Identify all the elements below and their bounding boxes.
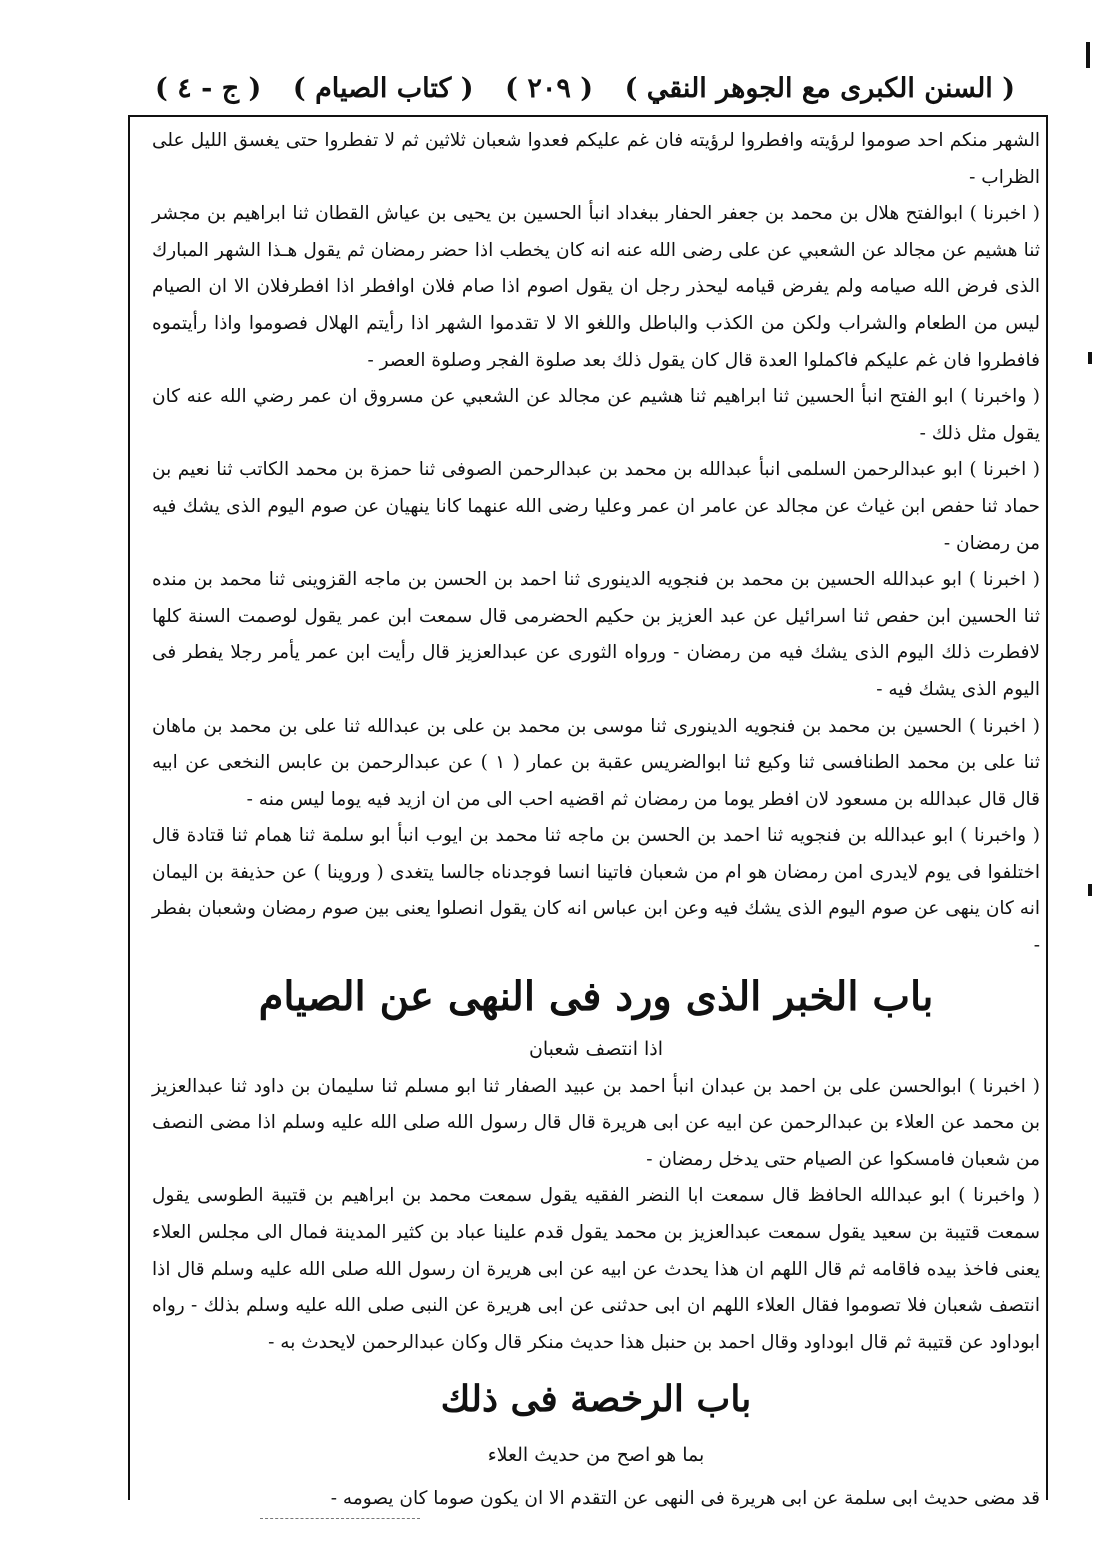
volume-number: ( ج - ٤ ) [155,72,262,104]
chapter-title: ( كتاب الصيام ) [292,72,474,104]
paragraph: ( اخبرنا ) ابو عبدالله الحسين بن محمد بن فنجويه الدينورى ثنا احمد بن الحسن بن ماجه القزوينى ثنا محمد بن منده ثنا الحسين ابن حفص ثنا اسرائيل عن عبد العزيز بن حكيم الحضرمى قال سمعت ابن عمر يقول لوصمت السنة كلها لافطرت ذلك اليوم الذى يشك فيه من رمضان - ورواه الثورى عن عبدالعزيز قال رأيت ابن عمر يأمر رجلا يفطر فى اليوم الذى يشك فيه - [152,569,1040,700]
footer-rule [260,1518,420,1519]
section-subheading: اذا انتصف شعبان [528,1037,664,1060]
frame-right-rule [1046,115,1048,1500]
paragraph: ( اخبرنا ) الحسين بن محمد بن فنجويه الدينورى ثنا موسى بن محمد بن على بن عبدالله ثنا على بن محمد بن ماهان ثنا على بن محمد الطنافسى ثنا وكيع ثنا ابوالضريس عقبة بن عمار ( ١ ) عن عبدالرحمن بن عابس النخعى عن ابيه قال قال عبدالله بن مسعود لان افطر يوما من رمضان ثم اقضيه احب الى من ان ازيد فيه يوما ليس منه - [152,715,1040,810]
paragraph: الشهر منكم احد صوموا لرؤيته وافطروا لرؤيته فان غم عليكم فعدوا شعبان ثلاثين ثم لا تفطروا حتى يغسق الليل على الظراب - [152,130,1040,188]
section-subheading: بما هو اصح من حديث العلاء [487,1444,705,1467]
frame-top-rule [128,115,1048,117]
margin-mark [1088,884,1092,896]
paragraph: ( اخبرنا ) ابوالفتح هلال بن محمد بن جعفر الحفار ببغداد انبأ الحسين بن يحيى بن عياش القطان ثنا ابراهيم بن مجشر ثنا هشيم عن مجالد عن الشعبي عن على رضى الله عنه انه كان يخطب اذا حضر رمضان ثم يقول هـذا الشهر المبارك الذى فرض الله صيامه ولم يفرض قيامه ليحذر رجل ان يقول اصوم اذا صام فلان اوافطر اذا افطرفلان الا ان الصيام ليس من الطعام والشراب ولكن من الكذب والباطل واللغو الا لا تقدموا الشهر اذا رأيتم الهلال فصوموا واذا رأيتموه فافطروا فان غم عليكم فاكملوا العدة قال كان يقول ذلك بعد صلوة الفجر وصلوة العصر - [152,203,1040,371]
section-heading: باب الرخصة فى ذلك [440,1378,752,1421]
margin-mark [1088,352,1092,364]
paragraph: قد مضى حديث ابى سلمة عن ابى هريرة فى النهى عن التقدم الا ان يكون صوما كان يصومه - [330,1488,1040,1510]
page-number: ( ٢٠٩ ) [505,72,594,104]
paragraph: ( اخبرنا ) ابوالحسن على بن احمد بن عبدان انبأ احمد بن عبيد الصفار ثنا ابو مسلم ثنا سليمان بن داود ثنا عبدالعزيز بن محمد عن العلاء بن عبدالرحمن عن ابيه عن ابى هريرة قال قال رسول الله صلى الله عليه وسلم اذا مضى النصف من شعبان فامسكوا عن الصيام حتى يدخل رمضان - [152,1075,1040,1170]
frame-left-rule [128,115,130,1500]
section-heading: باب الخبر الذى ورد فى النهى عن الصيام [258,972,934,1020]
book-title: ( السنن الكبرى مع الجوهر النقي ) [624,72,1015,104]
main-text [152,123,1040,1518]
page-header [155,68,1015,108]
paragraph: ( اخبرنا ) ابو عبدالرحمن السلمى انبأ عبدالله بن محمد بن عبدالرحمن الصوفى ثنا حمزة بن محمد الكاتب ثنا نعيم بن حماد ثنا حفص ابن غياث عن مجالد عن عامر ان عمر وعليا رضى الله عنهما كانا ينهيان عن صوم اليوم الذى يشك فيه من رمضان - [152,459,1040,554]
margin-mark [1086,42,1090,68]
paragraph: ( واخبرنا ) ابو الفتح انبأ الحسين ثنا ابراهيم ثنا هشيم عن مجالد عن الشعبي عن مسروق ان عمر رضي الله عنه كان يقول مثل ذلك - [152,386,1040,444]
paragraph: ( واخبرنا ) ابو عبدالله بن فنجويه ثنا احمد بن الحسن بن ماجه ثنا محمد بن ايوب انبأ ابو سلمة ثنا همام ثنا قتادة قال اختلفوا فى يوم لايدرى امن رمضان هو ام من شعبان فاتينا انسا فوجدناه جالسا يتغدى ( وروينا ) عن حذيفة بن اليمان انه كان ينهى عن صوم اليوم الذى يشك فيه وعن ابن عباس انه كان يقول انصلوا يعنى بين صوم رمضان وشعبان بفطر - [152,825,1040,957]
paragraph: ( واخبرنا ) ابو عبدالله الحافظ قال سمعت ابا النضر الفقيه يقول سمعت محمد بن ابراهيم بن قتيبة الطوسى يقول سمعت قتيبة بن سعيد يقول سمعت عبدالعزيز بن محمد يقول قدم علينا عباد بن كثير المدينة فمال الى مجلس العلاء يعنى فاخذ بيده فاقامه ثم قال اللهم ان هذا يحدث عن ابيه عن ابى هريرة ان رسول الله صلى الله عليه وسلم قال اذا انتصف شعبان فلا تصوموا فقال العلاء اللهم ان ابى حدثنى عن ابى هريرة عن النبى صلى الله عليه وسلم بذلك - رواه ابوداود عن قتيبة ثم قال ابوداود وقال احمد بن حنبل هذا حديث منكر قال وكان عبدالرحمن لايحدث به - [152,1185,1040,1353]
